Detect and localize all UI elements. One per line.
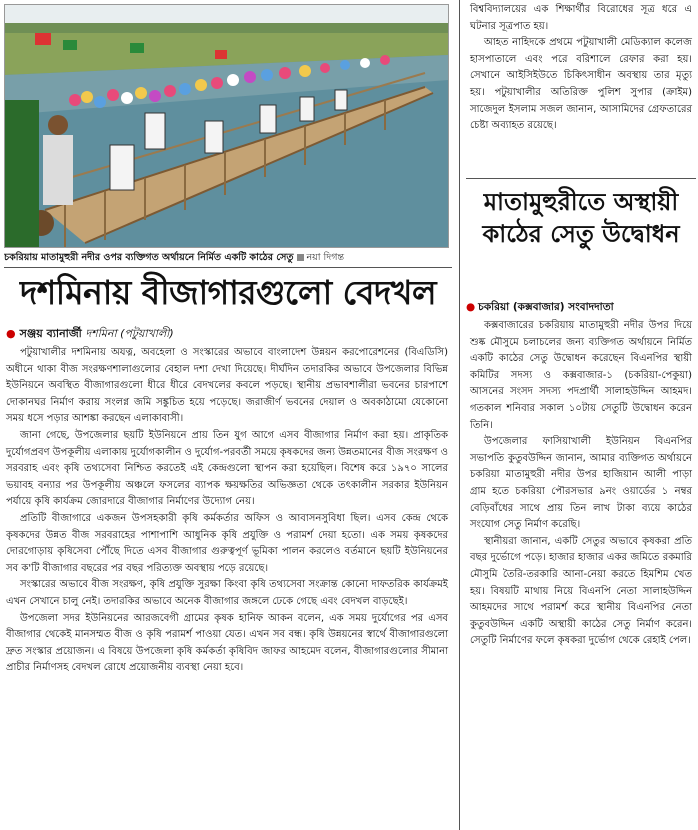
paragraph: স্থানীয়রা জানান, একটি সেতুর অভাবে কৃষকরা প্রতি বছর দুর্ভোগে পড়ে। হাজার হাজার একর জমিতে রকমারি মৌসুমি তৈরি-তরকারি আনা-নেয়া করতে হিমশিম খেত হয়। বিষয়টি মাথায় নিয়ে বিএনপি নেতা সালাহউদ্দিন আহমদের সাথে পরামর্শ করে স্থানীয় বিএনপির নেতা কুতুবউদ্দিন একটি অস্থায়ী কাঠের সেতু নির্মাণ করেন। সেতুটি নির্মাণের ফলে কৃষকরা দুর্ভোগ থেকে রেহাই পেল। — [470, 535, 692, 647]
photo-caption-text: চকরিয়ায় মাতামুহুরী নদীর ওপর ব্যক্তিগত অর্থায়নে নির্মিত একটি কাঠের সেতু — [4, 252, 294, 263]
left-byline — [6, 326, 174, 342]
left-article-body — [6, 345, 448, 677]
paragraph: প্রতিটি বীজাগারে একজন উপসহকারী কৃষি কর্মকর্তার অফিস ও আবাসনসুবিধা ছিল। এসব কেন্দ্র থেকে কৃষকদের উন্নত বীজ সরবরাহের পাশাপাশি আধুনিক কৃষি প্রযুক্তি ও পরামর্শ দেয়া হতো। এক সময় কৃষকদের দোরগোড়ায় কৃষিসেবা পৌঁছে দিতে এসব বীজাগার গুরুত্বপূর্ণ ভূমিকা পালন করলেও বর্তমানে ছয়টি ইউনিয়নের সব ক'টি বীজাগার বছরের পর বছর পরিত্যক্ত অবস্থায় পড়ে রয়েছে। — [6, 512, 448, 574]
paragraph: কক্সবাজারের চকরিয়ায় মাতামুহুরী নদীর উপর দিয়ে শুষ্ক মৌসুমে চলাচলের জন্য ব্যক্তিগত অর্থায়নে নির্মিত একটি কাঠের সেতু উদ্বোধন করেছেন বিএনপির স্থায়ী কমিটির সদস্য ও কক্সবাজার-১ (চকরিয়া-পেকুয়া) আসনের সংসদ সদস্য পদপ্রার্থী সালাহউদ্দিন আহমদ। গতকাল শনিবার সকাল ১০টায় সেতুটি উদ্বোধন করেন তিনি। — [470, 320, 692, 431]
divider — [4, 267, 452, 268]
photo-credit: নয়া দিগন্ত — [306, 252, 345, 263]
bullet-icon: ● — [466, 301, 476, 313]
divider — [466, 178, 696, 179]
right-byline — [466, 300, 696, 317]
byline-place: দশমিনা (পটুয়াখালী) — [85, 327, 174, 340]
byline-name: সঞ্জয় ব্যানার্জী — [19, 327, 82, 340]
paragraph: পটুয়াখালীর দশমিনায় অযত্ন, অবহেলা ও সংস্কারের অভাবে বাংলাদেশ উন্নয়ন করপোরেশনের (বিএডিসি) অধীনে থাকা বীজ সংরক্ষণশালাগুলোর বেহাল দশা দেখা দিয়েছে। দীর্ঘদিন তদারকির অভাবে উপজেলার বিভিন্ন ইউনিয়নে অবস্থিত বীজাগারগুলো ধীরে ধীরে বেদখলের কবলে পড়ছে। স্থানীয় প্রভাবশালীরা ভবনের চারপাশে দোকানঘর নির্মাণ করায় সংলগ্ন জমি সঙ্কুচিত হয়ে পড়েছে। জরাজীর্ণ ভবনের দেয়াল ও অবকাঠামো যেকোনো সময় ধসে পড়ার আশঙ্কা করছেন এলাকাবাসী। — [6, 347, 448, 425]
paragraph: উপজেলা সদর ইউনিয়নের আরজবেগী গ্রামের কৃষক হানিফ আকন বলেন, এক সময় দুর্যোগের পর এসব বীজাগার থেকেই মানসম্মত বীজ ও কৃষি পরামর্শ পাওয়া যেত। এখন সব বন্ধ। কৃষি উন্নয়নের স্বার্থে বীজাগারগুলো দ্রুত সংস্কার প্রয়োজন। এ বিষয়ে উপজেলা কৃষি কর্মকর্তা কৃষিবিদ জাফর আহমেদ বলেন, বীজাগারগুলোর সীমানা প্রাচীর নির্মাণসহ বেদখল রোধে প্রয়োজনীয় ব্যবস্থা নেয়া হবে। — [6, 612, 448, 674]
paragraph: জানা গেছে, উপজেলার ছয়টি ইউনিয়নে প্রায় তিন যুগ আগে এসব বীজাগার নির্মাণ করা হয়। প্রাকৃতিক দুর্যোগপ্রবণ উপকূলীয় এলাকায় দুর্যোগকালীন ও দুর্যোগ-পরবর্তী সময়ে কৃষকদের জন্য উন্নতমানের বীজ সংরক্ষণ ও সরবরাহ এবং কৃষি তথ্যসেবা নিশ্চিত করতেই এই কেন্দ্রগুলো স্থাপন করা হয়েছিল। বিশেষ করে ১৯৭০ সালের ভয়াবহ বন্যার পর উপকূলীয় অঞ্চলে ফসলের ব্যাপক ক্ষয়ক্ষতির অভিজ্ঞতা থেকে তৎকালীন সরকার ইউনিয়ন পর্যায়ে কৃষি কার্যক্রম জোরদারে বীজাগার নির্মাণের উদ্যোগ নেয়। — [6, 429, 448, 508]
paragraph: বিশ্ববিদ্যালয়ের এক শিক্ষার্থীর বিরোধের সূত্র ধরে এ ঘটনার সূত্রপাত হয়। — [470, 4, 692, 32]
paragraph: সংস্কারের অভাবে বীজ সংরক্ষণ, কৃষি প্রযুক্তি সুরক্ষা কিংবা কৃষি তথ্যসেবা সংক্রান্ত কোনো দাফতরিক কার্যক্রমই এখন সেখানে চালু নেই। তদারকির অভাবে অনেক বীজাগার জঙ্গলে ঢেকে গেছে এবং বেদখল বাড়ছেই। — [6, 579, 448, 607]
right-headline: মাতামুহুরীতে অস্থায়ী কাঠের সেতু উদ্বোধন — [482, 188, 680, 248]
paragraph: উপজেলার ফাসিয়াখালী ইউনিয়ন বিএনপির সভাপতি কুতুবউদ্দিন জানান, আমার ব্যক্তিগত অর্থায়নে চকরিয়া মাতামুহুরী নদীর উপর হাজিয়ান আলী পাড়া গ্রাম হতে চকরিয়া পৌরসভার ৯নং ওয়ার্ডের ১ নম্বর বেড়িবাঁধের সাথে প্রায় তিন লাখ টাকা ব্যয়ে কাঠের সংযোগ সেতু নির্মাণ করেছি। — [470, 436, 692, 531]
photo-caption — [4, 251, 452, 265]
column-divider — [459, 0, 460, 830]
byline-text: চকরিয়া (কক্সবাজার) সংবাদদাতা — [478, 301, 614, 313]
square-bullet-icon — [297, 254, 304, 261]
right-article-body — [470, 318, 692, 650]
bridge-photo-illustration — [5, 5, 448, 247]
left-headline: দশমিনায় বীজাগারগুলো বেদখল — [19, 273, 437, 312]
paragraph: আহত নাহিদকে প্রথমে পটুয়াখালী মেডিক্যাল কলেজ হাসপাতালে এবং পরে বরিশালে রেফার করা হয়। সেখানে আইসিইউতে চিকিৎসাধীন অবস্থায় তার মৃত্যু হয়। পটুয়াখালীর অতিরিক্ত পুলিশ সুপার (ক্রাইম) সাজেদুল ইসলাম সজল জানান, আসামিদের গ্রেফতারের চেষ্টা অব্যাহত রয়েছে। — [470, 37, 692, 132]
bullet-icon: ● — [6, 327, 16, 340]
bridge-photo — [4, 4, 449, 248]
continued-article-body — [470, 2, 692, 135]
